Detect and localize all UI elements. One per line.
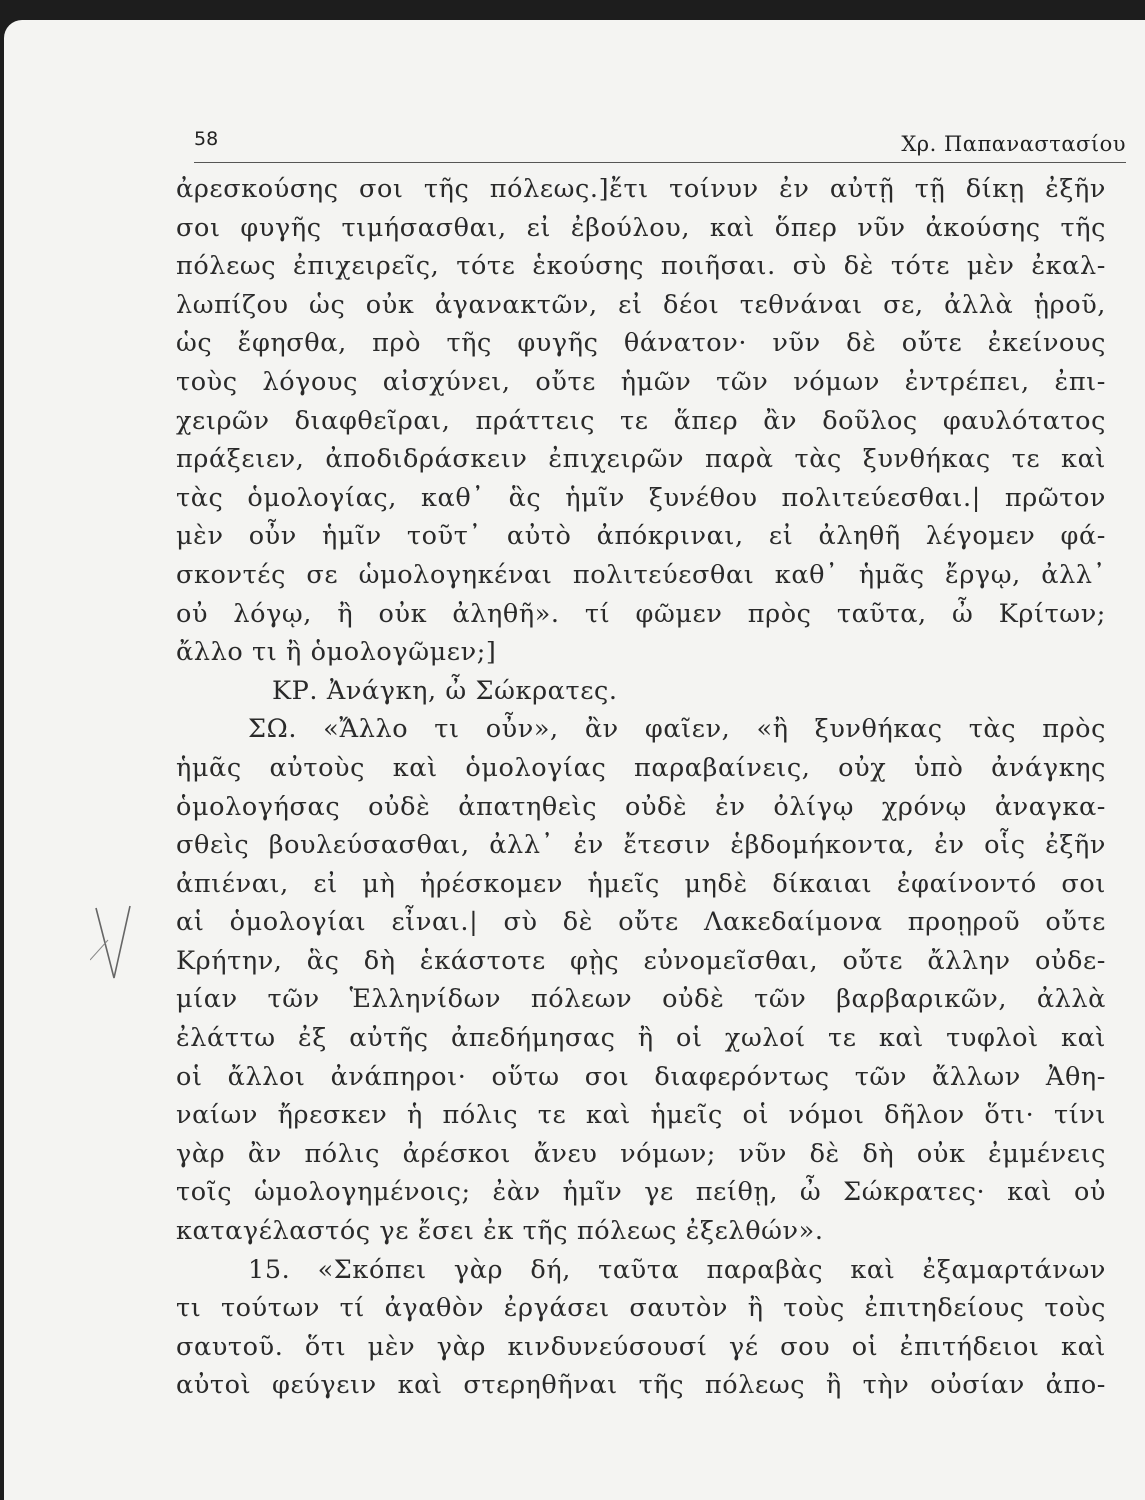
text-line: γὰρ ἂν πόλις ἀρέσκοι ἄνευ νόμων; νῦν δὲ δὴ οὐκ ἐμμένεις [176, 1138, 1106, 1169]
text-line: τοῖς ὡμολογημένοις; ἐὰν ἡμῖν γε πείθῃ, ὦ Σώκρατες· καὶ οὐ [176, 1177, 1106, 1208]
text-line: σθεὶς βουλεύσασθαι, ἀλλ᾿ ἐν ἔτεσιν ἑβδομήκοντα, ἐν οἷς ἐξῆν [176, 830, 1106, 861]
speaker-line: ΣΩ. «Ἄλλο τι οὖν», ἂν φαῖεν, «ἢ ξυνθήκας τὰς πρὸς [248, 714, 1106, 745]
text-line: ἄλλο τι ἢ ὁμολογῶμεν;] [176, 637, 497, 668]
text-line: ἐλάττω ἐξ αὐτῆς ἀπεδήμησας ἢ οἱ χωλοί τε καὶ τυφλοὶ καὶ [176, 1023, 1106, 1054]
text-line: τι τούτων τί ἀγαθὸν ἐργάσει σαυτὸν ἢ τοὺς ἐπιτηδείους τοὺς [176, 1293, 1106, 1324]
text-line: λωπίζου ὡς οὐκ ἀγανακτῶν, εἰ δέοι τεθνάναι σε, ἀλλὰ ᾑροῦ, [176, 289, 1106, 320]
body-text [176, 170, 1106, 1405]
text-line: ναίων ἤρεσκεν ἡ πόλις τε καὶ ἡμεῖς οἱ νόμοι δῆλον ὅτι· τίνι [176, 1100, 1106, 1131]
text-line: Κρήτην, ἃς δὴ ἑκάστοτε φῂς εὐνομεῖσθαι, οὔτε ἄλλην οὐδε- [176, 945, 1106, 976]
section-start-line: 15. «Σκόπει γὰρ δή, ταῦτα παραβὰς καὶ ἐξαμαρτάνων [248, 1254, 1106, 1285]
text-line: ἡμᾶς αὐτοὺς καὶ ὁμολογίας παραβαίνεις, οὐχ ὑπὸ ἀνάγκης [176, 752, 1106, 783]
text-line: χειρῶν διαφθεῖραι, πράττεις τε ἅπερ ἂν δοῦλος φαυλότατος [176, 405, 1106, 436]
text-line: σαυτοῦ. ὅτι μὲν γὰρ κινδυνεύσουσί γέ σου οἱ ἐπιτήδειοι καὶ [176, 1331, 1106, 1362]
text-line: μὲν οὖν ἡμῖν τοῦτ᾿ αὐτὸ ἀπόκριναι, εἰ ἀληθῆ λέγομεν φά- [176, 521, 1106, 552]
text-line: καταγέλαστός γε ἔσει ἐκ τῆς πόλεως ἐξελθών». [176, 1216, 824, 1247]
text-line: οἱ ἄλλοι ἀνάπηροι· οὕτω σοι διαφερόντως τῶν ἄλλων Ἀθη- [176, 1061, 1106, 1092]
text-line: μίαν τῶν Ἑλληνίδων πόλεων οὐδὲ τῶν βαρβαρικῶν, ἀλλὰ [176, 984, 1106, 1015]
text-line: τὰς ὁμολογίας, καθ᾿ ἃς ἡμῖν ξυνέθου πολιτεύεσθαι.| πρῶτον [176, 482, 1106, 513]
book-page [4, 20, 1145, 1500]
text-line: σκοντές σε ὡμολογηκέναι πολιτεύεσθαι καθ᾿ ἡμᾶς ἔργῳ, ἀλλ᾿ [176, 559, 1106, 590]
text-line: πόλεως ἐπιχειρεῖς, τότε ἑκούσης ποιῆσαι. σὺ δὲ τότε μὲν ἐκαλ- [176, 251, 1106, 282]
text-line: αὐτοὶ φεύγειν καὶ στερηθῆναι τῆς πόλεως ἢ τὴν οὐσίαν ἀπο- [176, 1370, 1106, 1401]
text-line: ἀρεσκούσης σοι τῆς πόλεως.]ἔτι τοίνυν ἐν αὐτῇ τῇ δίκῃ ἐξῆν [176, 174, 1106, 204]
text-line: αἱ ὁμολογίαι εἶναι.| σὺ δὲ οὔτε Λακεδαίμονα προῃροῦ οὔτε [176, 907, 1106, 938]
page-number: 58 [194, 128, 219, 150]
text-line: τοὺς λόγους αἰσχύνει, οὔτε ἡμῶν τῶν νόμων ἐντρέπει, ἐπι- [176, 366, 1106, 397]
running-head: Χρ. Παπαναστασίου [901, 132, 1126, 156]
speaker-line: ΚΡ. Ἀνάγκη, ὦ Σώκρατες. [272, 675, 618, 706]
handwritten-margin-mark [90, 900, 140, 990]
text-line: πράξειεν, ἀποδιδράσκειν ἐπιχειρῶν παρὰ τὰς ξυνθήκας τε καὶ [176, 444, 1106, 475]
text-line: σοι φυγῆς τιμήσασθαι, εἰ ἐβούλου, καὶ ὅπερ νῦν ἀκούσης τῆς [176, 212, 1106, 243]
text-line: οὐ λόγῳ, ἢ οὐκ ἀληθῆ». τί φῶμεν πρὸς ταῦτα, ὦ Κρίτων; [176, 598, 1106, 629]
text-line: ὡς ἔφησθα, πρὸ τῆς φυγῆς θάνατον· νῦν δὲ οὔτε ἐκείνους [176, 328, 1106, 359]
page-header [194, 128, 1126, 163]
text-line: ἀπιέναι, εἰ μὴ ἠρέσκομεν ἡμεῖς μηδὲ δίκαιαι ἐφαίνοντό σοι [176, 868, 1106, 899]
text-line: ὁμολογήσας οὐδὲ ἀπατηθεὶς οὐδὲ ἐν ὀλίγῳ χρόνῳ ἀναγκα- [176, 791, 1106, 822]
